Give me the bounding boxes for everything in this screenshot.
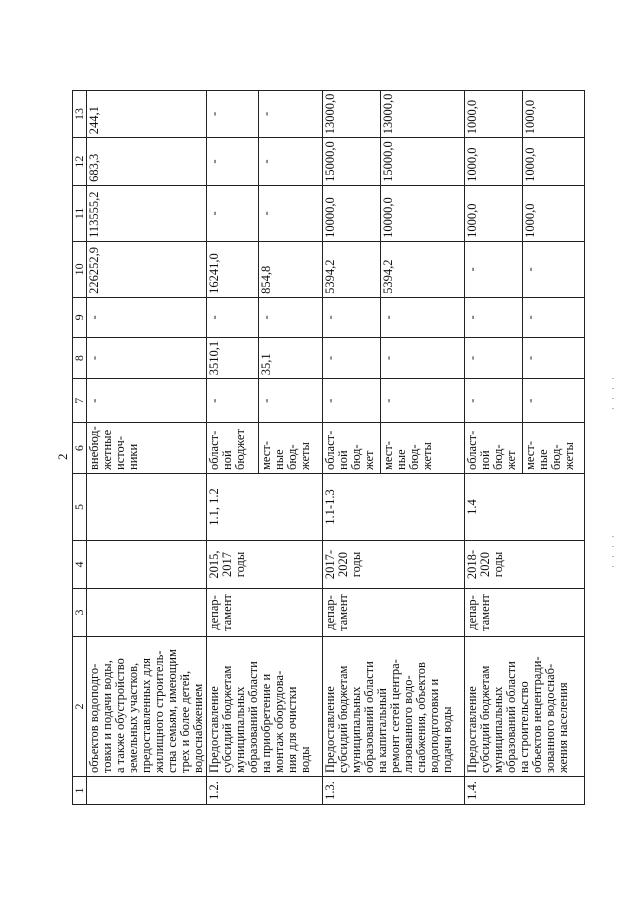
- funding-source: внебюд- жетные источ- ники: [87, 423, 207, 474]
- column-header: 2: [73, 637, 87, 777]
- value-cell: 1000,0: [523, 90, 585, 138]
- value-cell: 3510,1: [207, 337, 259, 378]
- value-cell: 1000,0: [523, 138, 585, 186]
- scan-speck: [612, 378, 614, 379]
- column-header: 11: [73, 185, 87, 241]
- funding-source: област- ной бюд- жет: [465, 423, 523, 474]
- indicators: 1.4: [465, 474, 585, 541]
- funding-source: област- ной бюд- жет: [323, 423, 381, 474]
- column-header: 1: [73, 777, 87, 805]
- value-cell: -: [523, 379, 585, 423]
- value-cell: -: [465, 297, 523, 337]
- scan-speck: [612, 566, 614, 567]
- value-cell: 5394,2: [381, 241, 465, 297]
- value-cell: -: [323, 379, 381, 423]
- value-cell: -: [259, 379, 323, 423]
- value-cell: -: [87, 337, 207, 378]
- executor: депар- тамент: [465, 589, 585, 637]
- scan-speck: [612, 546, 614, 547]
- value-cell: -: [87, 379, 207, 423]
- value-cell: 683,3: [87, 138, 207, 186]
- column-header: 5: [73, 474, 87, 541]
- table-row: [207, 90, 259, 804]
- indicators: 1.1, 1.2: [207, 474, 323, 541]
- value-cell: 1000,0: [465, 185, 523, 241]
- column-header: 7: [73, 379, 87, 423]
- column-header: 12: [73, 138, 87, 186]
- column-header: 8: [73, 337, 87, 378]
- scan-speck: [612, 408, 614, 409]
- measure-name: Предоставление субсидий бюджетам муниципальных образований области на строительство объектов нецентради- зованного водоснаб- жения населения: [465, 637, 585, 777]
- column-header: 4: [73, 541, 87, 589]
- value-cell: -: [323, 337, 381, 378]
- years: 2018- 2020 годы: [465, 541, 585, 589]
- value-cell: -: [523, 297, 585, 337]
- value-cell: 113555,2: [87, 185, 207, 241]
- value-cell: 244,1: [87, 90, 207, 138]
- value-cell: -: [523, 337, 585, 378]
- table-row: [323, 90, 381, 804]
- value-cell: 10000,0: [381, 185, 465, 241]
- funding-source: област- ной бюджет: [207, 423, 259, 474]
- value-cell: -: [207, 297, 259, 337]
- value-cell: 13000,0: [381, 90, 465, 138]
- table-row: [465, 90, 523, 804]
- value-cell: 10000,0: [323, 185, 381, 241]
- value-cell: -: [207, 185, 259, 241]
- scan-speck: [612, 536, 614, 537]
- value-cell: 35,1: [259, 337, 323, 378]
- value-cell: -: [381, 379, 465, 423]
- value-cell: -: [87, 297, 207, 337]
- value-cell: -: [323, 297, 381, 337]
- value-cell: 5394,2: [323, 241, 381, 297]
- value-cell: 1000,0: [465, 138, 523, 186]
- value-cell: 16241,0: [207, 241, 259, 297]
- value-cell: -: [381, 297, 465, 337]
- value-cell: -: [523, 241, 585, 297]
- value-cell: 15000,0: [323, 138, 381, 186]
- funding-source: мест- ные бюд- жеты: [523, 423, 585, 474]
- column-header: 9: [73, 297, 87, 337]
- measure-name: Предоставление субсидий бюджетам муниципальных образований области на капитальный ремонт сетей центра- лизованного водо- снабжения, объектов водоподготовки и подачи воды: [323, 637, 465, 777]
- row-number: 1.2.: [207, 777, 323, 805]
- value-cell: 1000,0: [523, 185, 585, 241]
- value-cell: -: [207, 138, 259, 186]
- executor: депар- тамент: [207, 589, 323, 637]
- measure-name: объектов водоподго- товки и подачи воды, а также обустройство земельных участков, предоставленных для жилищного строитель- ства семьям, имеющим трех и более детей, водоснабжением: [87, 637, 207, 777]
- column-header: 3: [73, 589, 87, 637]
- value-cell: -: [259, 297, 323, 337]
- executor: депар- тамент: [323, 589, 465, 637]
- row-number: 1.3.: [323, 777, 465, 805]
- indicators: 1.1-1.3: [323, 474, 465, 541]
- value-cell: 226252,9: [87, 241, 207, 297]
- scan-speck: [612, 556, 614, 557]
- value-cell: -: [465, 337, 523, 378]
- value-cell: -: [259, 138, 323, 186]
- value-cell: 854,8: [259, 241, 323, 297]
- value-cell: 1000,0: [465, 90, 523, 138]
- funding-source: мест- ные бюд- жеты: [381, 423, 465, 474]
- column-header: 6: [73, 423, 87, 474]
- value-cell: -: [259, 185, 323, 241]
- years: 2015, 2017 годы: [207, 541, 323, 589]
- column-number-row: [73, 90, 87, 804]
- years: 2017- 2020 годы: [323, 541, 465, 589]
- value-cell: 15000,0: [381, 138, 465, 186]
- value-cell: -: [207, 90, 259, 138]
- budget-table: [72, 90, 585, 805]
- value-cell: -: [259, 90, 323, 138]
- value-cell: -: [381, 337, 465, 378]
- measure-name: Предоставление субсидий бюджетам муниципальных образований области на приобретение и монтаж оборудова- ния для очистки воды: [207, 637, 323, 777]
- column-header: 13: [73, 90, 87, 138]
- row-number: 1.4.: [465, 777, 585, 805]
- column-header: 10: [73, 241, 87, 297]
- value-cell: -: [207, 379, 259, 423]
- page-number: 2: [55, 453, 70, 460]
- table-row: [87, 90, 207, 804]
- scan-speck: [612, 398, 614, 399]
- funding-source: мест- ные бюд- жеты: [259, 423, 323, 474]
- value-cell: -: [465, 241, 523, 297]
- scan-speck: [612, 388, 614, 389]
- value-cell: 13000,0: [323, 90, 381, 138]
- value-cell: -: [465, 379, 523, 423]
